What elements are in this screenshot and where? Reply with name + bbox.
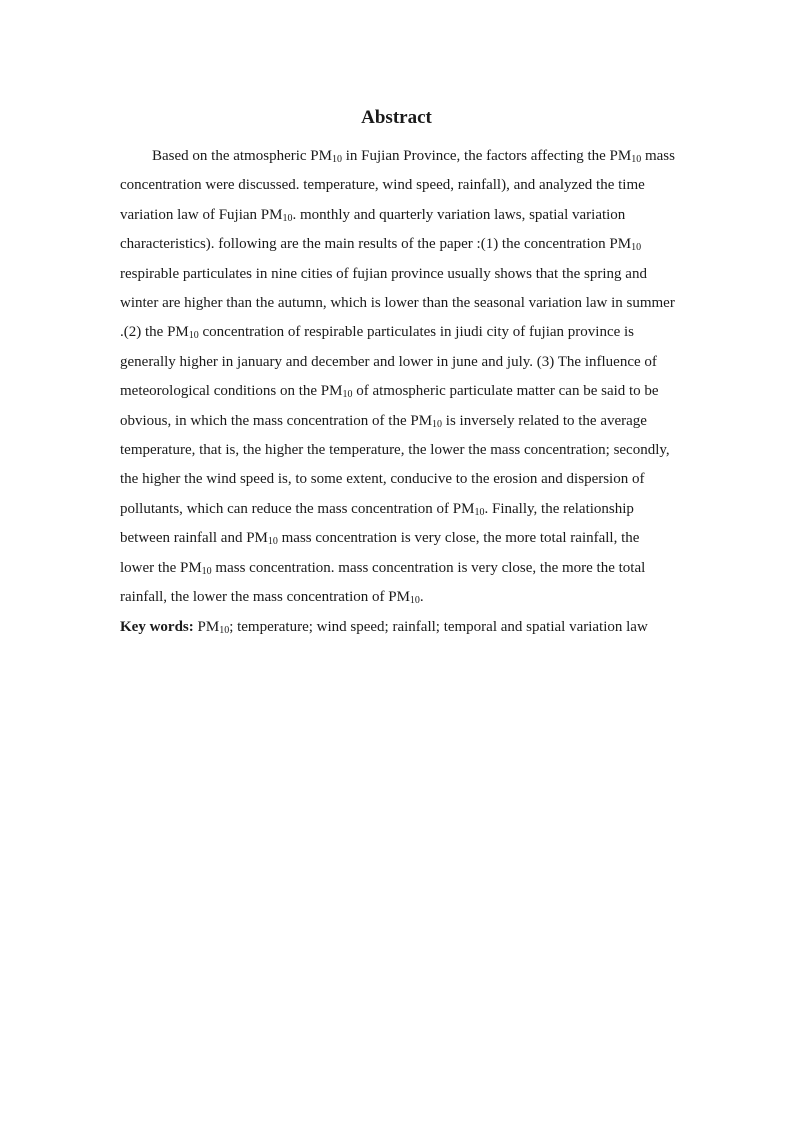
keywords-content: [194, 619, 648, 635]
text-run: .: [419, 589, 424, 606]
subscript: 10: [631, 242, 642, 254]
text-run: . Finally, the relationship between rainfall and PM: [120, 500, 634, 547]
abstract-paragraph: [120, 142, 675, 613]
keywords-label: Key words:: [120, 618, 194, 635]
keywords-line: [120, 613, 675, 642]
subscript: 10: [432, 418, 443, 430]
subscript: 10: [282, 212, 293, 224]
text-run: in Fujian Province, the factors affecting the PM: [341, 148, 632, 164]
subscript: 10: [188, 330, 199, 342]
text-run: mass concentration were discussed. temperature, wind speed, rainfall), and analyzed the time variation law of Fujian PM: [120, 148, 675, 223]
text-run: is inversely related to the average temperature, that is, the higher the temperature, the lower the mass concentration; secondly, the higher the wind speed is, to some extent, conducive to the erosion and dispersion of pollutants, which can reduce the mass concentration of PM: [120, 412, 670, 517]
subscript: 10: [201, 565, 212, 577]
text-run: ; temperature; wind speed; rainfall; temporal and spatial variation law: [229, 618, 648, 635]
subscript: 10: [342, 389, 353, 401]
subscript: 10: [474, 506, 485, 518]
abstract-title: Abstract: [361, 107, 432, 128]
abstract-body: [120, 142, 675, 642]
text-run: PM: [193, 618, 220, 635]
subscript: 10: [631, 154, 642, 165]
text-run: of atmospheric particulate matter can be said to be obvious, in which the mass concentration of the PM: [120, 383, 659, 429]
subscript: 10: [331, 154, 342, 165]
subscript: 10: [267, 536, 278, 548]
text-run: Based on the atmospheric PM: [152, 148, 332, 164]
text-run: mass concentration is very close, the more total rainfall, the lower the PM: [120, 530, 640, 576]
text-run: respirable particulates in nine cities of fujian province usually shows that the spring and winter are higher than the autumn, which is lower than the seasonal variation law in summer .(2) the PM: [120, 265, 675, 341]
subscript: 10: [219, 624, 230, 636]
subscript: 10: [409, 595, 420, 607]
text-run: concentration of respirable particulates in jiudi city of fujian province is generally higher in january and december and lower in june and july. (3) The influence of meteorological conditions on the PM: [120, 324, 657, 400]
text-run: mass concentration. mass concentration is very close, the more the total rainfall, the lower the mass concentration of PM: [120, 559, 646, 606]
text-run: . monthly and quarterly variation laws, spatial variation characteristics). following are the main results of the paper :(1) the concentration PM: [120, 206, 632, 253]
